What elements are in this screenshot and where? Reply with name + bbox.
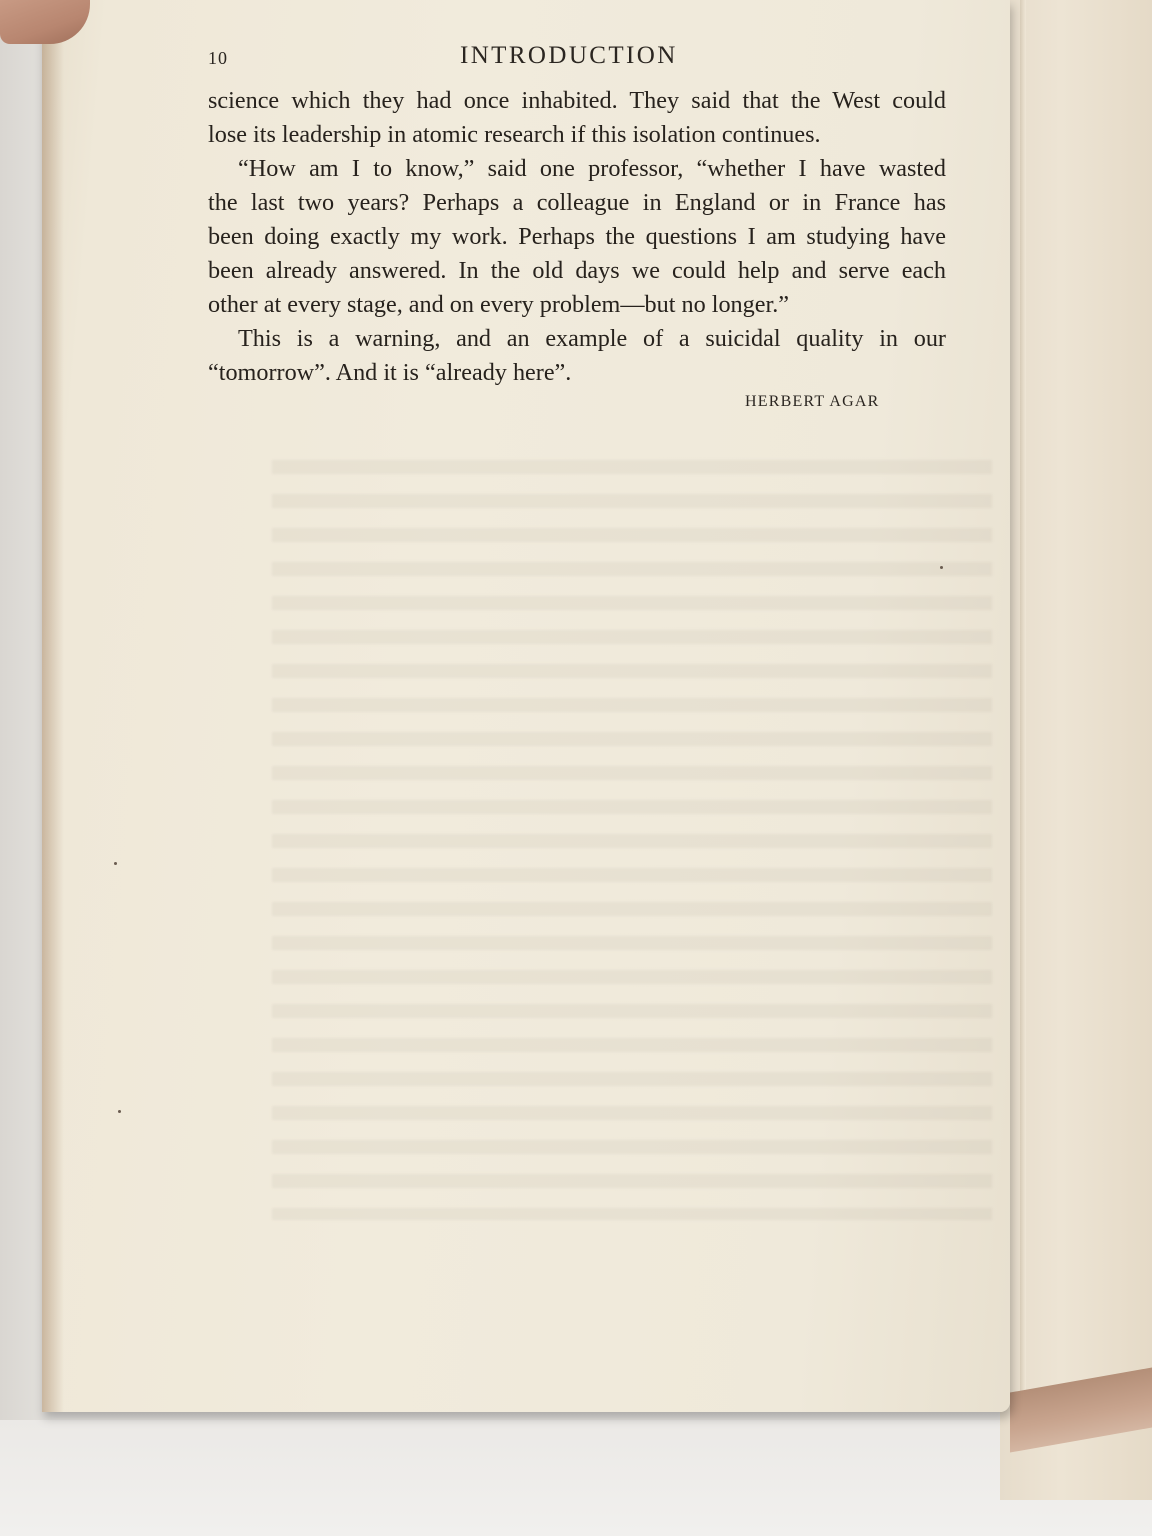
text-line: been doing exactly my work. Perhaps the questions I am studying have (208, 223, 946, 250)
text-line: science which they had once inhabited. They said that the West could (208, 87, 946, 114)
body-text (208, 84, 946, 390)
bleed-through-text (272, 460, 992, 1220)
text-line: been already answered. In the old days we could help and serve each (208, 257, 946, 284)
page-speck (940, 566, 943, 569)
chapter-title: INTRODUCTION (460, 42, 678, 69)
text-line: “tomorrow”. And it is “already here”. (208, 359, 572, 386)
facing-pages (1000, 0, 1152, 1500)
text-line: the last two years? Perhaps a colleague in England or in France has (208, 189, 946, 216)
author-signature: HERBERT AGAR (745, 393, 880, 410)
page-speck (114, 862, 117, 865)
shelf-bottom (0, 1420, 1152, 1536)
text-line: “How am I to know,” said one professor, “whether I have wasted (238, 155, 946, 182)
running-head (208, 42, 948, 72)
page-number: 10 (208, 48, 228, 68)
text-line: other at every stage, and on every problem—but no longer.” (208, 291, 789, 318)
page-edge (1020, 0, 1026, 1400)
page-speck (118, 1110, 121, 1113)
text-line: lose its leadership in atomic research if this isolation continues. (208, 121, 821, 148)
spine-shadow (42, 0, 64, 1412)
text-line: This is a warning, and an example of a suicidal quality in our (238, 325, 946, 352)
